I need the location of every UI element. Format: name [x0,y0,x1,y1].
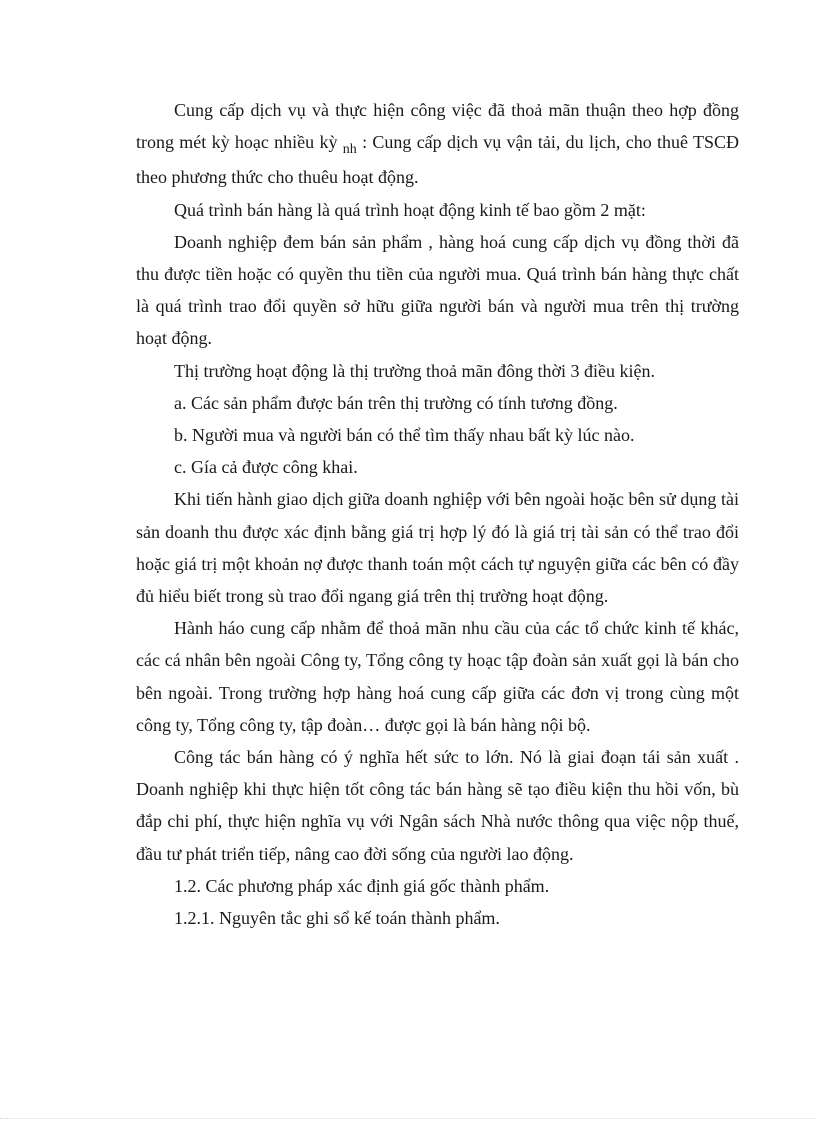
paragraph-services-text-2: : Cung cấp dịch vụ vận tải, du lịch, cho thuê TSCĐ theo phương thức cho thuêu hoạt động. [136,132,739,188]
paragraph-services [136,94,739,194]
list-item-c: c. Gía cả được công khai. [174,457,358,478]
list-item-a: a. Các sản phẩm được bán trên thị trường có tính tương đồng. [174,392,618,413]
paragraph-sales-significance: Công tác bán hàng có ý nghĩa hết sức to lớn. Nó là giai đoạn tái sản xuất . Doanh nghiệp khi thực hiện tốt công tác bán hàng sẽ tạo điều kiện thu hồi vốn, bù đắp chi phí, thực hiện nghĩa vụ với Ngân sách Nhà nước thông qua việc nộp thuế, đầu tư phát triển tiếp, nâng cao đời sống của người lao động. [136,747,739,864]
paragraph-market-conditions: Thị trường hoạt động là thị trường thoả mãn đông thời 3 điều kiện. [174,360,655,381]
heading-1-2: 1.2. Các phương pháp xác định giá gốc thành phẩm. [174,875,550,896]
paragraph-services-text: Cung cấp dịch vụ và thực hiện công việc đã thoả mãn thuận theo hợp đồng trong mét kỳ hoạc nhiều kỳ [136,100,739,153]
subscript-note: nh [342,142,357,158]
heading-1-2-1: 1.2.1. Nguyên tắc ghi sổ kế toán thành phẩm. [174,908,500,929]
page-bottom-border [0,1118,816,1119]
list-item-b: b. Người mua và người bán có thể tìm thấy nhau bất kỳ lúc nào. [174,425,635,446]
document-body [136,94,739,934]
paragraph-external-internal-sales: Hành háo cung cấp nhằm để thoả mãn nhu cầu của các tổ chức kinh tế khác, các cá nhân bên ngoài Công ty, Tổng công ty hoạc tập đoàn sản xuất gọi là bán cho bên ngoài. Trong trường hợp hàng hoá cung cấp giữa các đơn vị trong cùng một công ty, Tổng công ty, tập đoàn… được gọi là bán hàng nội bộ. [136,618,739,735]
paragraph-fair-value: Khi tiến hành giao dịch giữa doanh nghiệp với bên ngoài hoặc bên sử dụng tài sản doanh thu được xác định bằng giá trị hợp lý đó là giá trị tài sản có thể trao đổi hoặc giá trị một khoản nợ được thanh toán một cách tự nguyện giữa các bên có đầy đủ hiểu biết trong sù trao đổi ngang giá trên thị trường hoạt động. [136,489,739,607]
paragraph-enterprise-sale: Doanh nghiệp đem bán sản phẩm , hàng hoá cung cấp dịch vụ đồng thời đã thu được tiền hoặc có quyền thu tiền của người mua. Quá trình bán hàng thực chất là quá trình trao đổi quyền sở hữu giữa người bán và người mua trên thị trường hoạt động. [136,231,739,349]
paragraph-sales-process: Quá trình bán hàng là quá trình hoạt động kinh tế bao gồm 2 mặt: [174,199,646,220]
